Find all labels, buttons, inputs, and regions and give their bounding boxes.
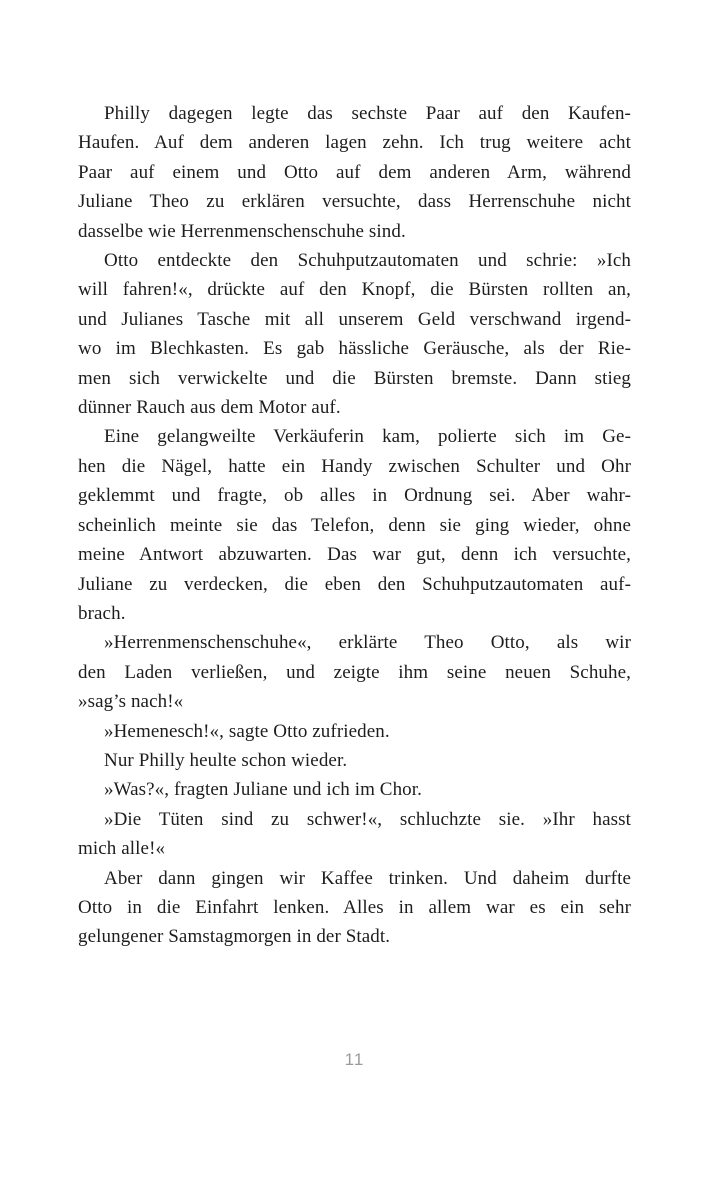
text-line: Paar auf einem und Otto auf dem anderen Arm, während [78, 161, 631, 183]
text-line: »Die Tüten sind zu schwer!«, schluchzte sie. »Ihr hasst [104, 808, 631, 830]
text-line: men sich verwickelte und die Bürsten bremste. Dann stieg [78, 367, 631, 389]
text-line: Otto entdeckte den Schuhputzautomaten und schrie: »Ich [104, 250, 631, 272]
text-line: scheinlich meinte sie das Telefon, denn sie ging wieder, ohne [78, 514, 631, 536]
text-line: Juliane Theo zu erklären versuchte, dass Herrenschuhe nicht [78, 191, 631, 213]
text-line: dasselbe wie Herrenmenschenschuhe sind. [78, 220, 406, 242]
text-line: Haufen. Auf dem anderen lagen zehn. Ich trug weitere acht [78, 132, 631, 154]
text-line: will fahren!«, drückte auf den Knopf, die Bürsten rollten an, [78, 279, 631, 301]
text-line: dünner Rauch aus dem Motor auf. [78, 397, 341, 419]
text-line: gelungener Samstagmorgen in der Stadt. [78, 926, 391, 948]
text-line: den Laden verließen, und zeigte ihm seine neuen Schuhe, [78, 661, 631, 683]
text-line: »Herrenmenschenschuhe«, erklärte Theo Otto, als wir [104, 632, 631, 654]
text-line: »sag’s nach!« [78, 691, 184, 713]
page-number: 11 [344, 1050, 365, 1069]
text-line: und Julianes Tasche mit all unserem Geld verschwand irgend- [78, 308, 631, 330]
text-line: Philly dagegen legte das sechste Paar auf den Kaufen- [104, 103, 631, 124]
page-text [78, 99, 631, 952]
text-line: »Was?«, fragten Juliane und ich im Chor. [104, 779, 423, 801]
text-line: »Hemenesch!«, sagte Otto zufrieden. [104, 720, 390, 742]
text-line: brach. [78, 602, 126, 624]
text-line: meine Antwort abzuwarten. Das war gut, denn ich versuchte, [78, 544, 631, 566]
text-line: hen die Nägel, hatte ein Handy zwischen Schulter und Ohr [78, 455, 631, 477]
text-line: Otto in die Einfahrt lenken. Alles in allem war es ein sehr [78, 896, 631, 918]
text-line: Eine gelangweilte Verkäuferin kam, polierte sich im Ge- [104, 426, 631, 448]
text-line: Aber dann gingen wir Kaffee trinken. Und daheim durfte [104, 867, 631, 889]
text-line: Juliane zu verdecken, die eben den Schuhputzautomaten auf- [78, 573, 631, 595]
text-line: wo im Blechkasten. Es gab hässliche Geräusche, als der Rie- [78, 338, 631, 360]
text-line: Nur Philly heulte schon wieder. [104, 749, 348, 771]
text-line: mich alle!« [78, 838, 166, 860]
text-line: geklemmt und fragte, ob alles in Ordnung sei. Aber wahr- [78, 485, 631, 507]
